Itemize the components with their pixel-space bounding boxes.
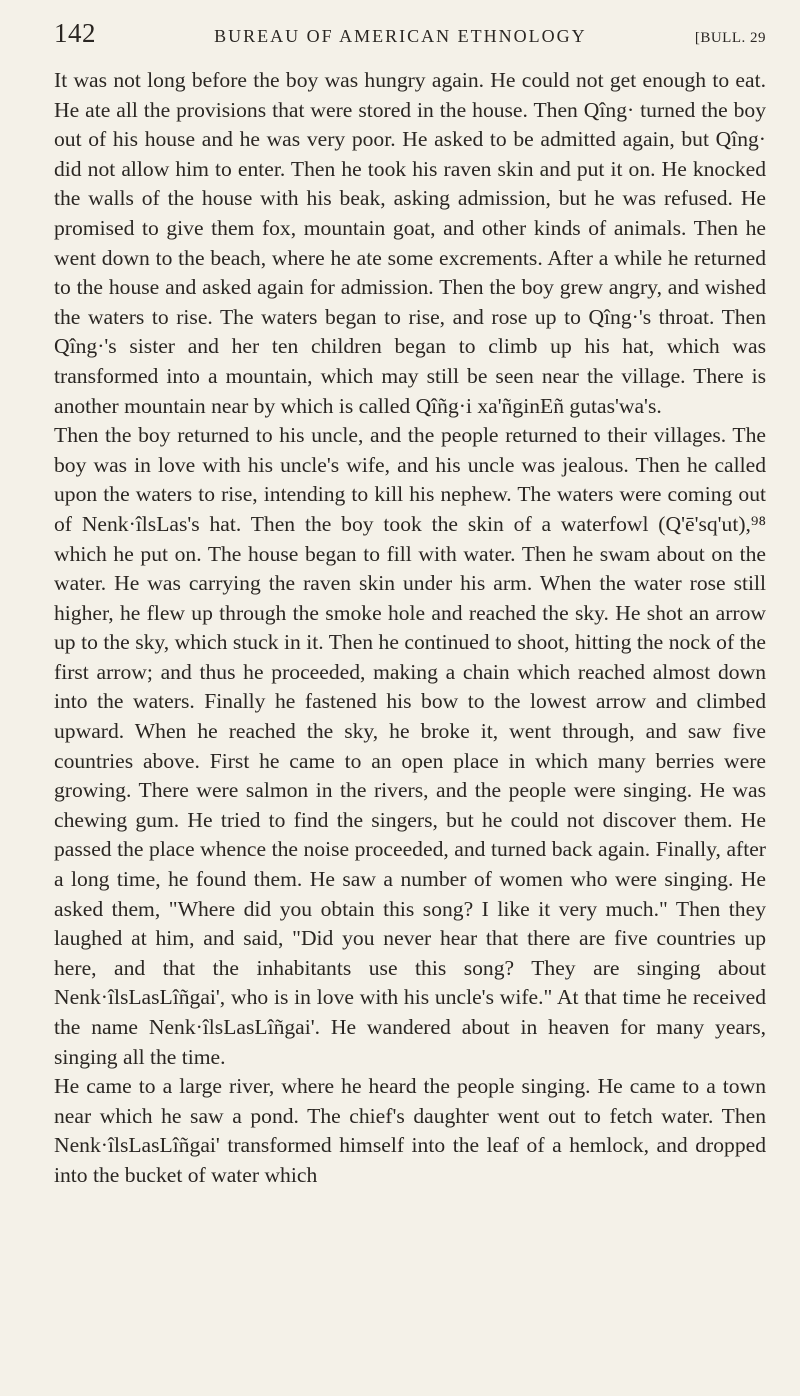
page-number: 142 — [54, 18, 96, 48]
paragraph-3: He came to a large river, where he heard the people singing. He came to a town near which he saw a pond. The chief's daughter went out to fetch water. Then Nenk·îlsLasLîñgai' transformed himself into the leaf of a hemlock, and dropped into the bucket of water which — [54, 1074, 766, 1187]
body-text — [54, 66, 766, 1191]
bulletin-reference: [BULL. 29 — [694, 30, 766, 46]
running-head-title: BUREAU OF AMERICAN ETHNOLOGY — [214, 26, 587, 46]
paragraph-2: Then the boy returned to his uncle, and the people returned to their villages. The boy was in love with his uncle's wife, and his uncle was jealous. Then he called upon the waters to rise, intending to kill his nephew. The waters were coming out of Nenk·îlsLas's hat. Then the boy took the skin of a waterfowl (Q'ē'sq'ut),⁹⁸ which he put on. The house began to fill with water. Then he swam about on the water. He was carrying the raven skin under his arm. When the water rose still higher, he flew up through the smoke hole and reached the sky. He shot an arrow up to the sky, which stuck in it. Then he continued to shoot, hitting the nock of the first arrow; and thus he proceeded, making a chain which reached almost down into the waters. Finally he fastened his bow to the lowest arrow and climbed upward. When he reached the sky, he broke it, went through, and saw five countries above. First he came to an open place in which many berries were growing. There were salmon in the rivers, and the people were singing. He was chewing gum. He tried to find the singers, but he could not discover them. He passed the place whence the noise proceeded, and turned back again. Finally, after a long time, he found them. He saw a number of women who were singing. He asked them, "Where did you obtain this song? I like it very much." Then they laughed at him, and said, "Did you never hear that there are five countries up here, and that the inhabitants use this song? They are singing about Nenk·îlsLasLîñgai', who is in love with his uncle's wife." At that time he received the name Nenk·îlsLasLîñgai'. He wandered about in heaven for many years, singing all the time. — [54, 423, 766, 1069]
paragraph-1: It was not long before the boy was hungry again. He could not get enough to eat. He ate all the provisions that were stored in the house. Then Qîng· turned the boy out of his house and he was very poor. He asked to be admitted again, but Qîng· did not allow him to enter. Then he took his raven skin and put it on. He knocked the walls of the house with his beak, asking admission, but he was refused. He promised to give them fox, mountain goat, and other kinds of animals. Then he went down to the beach, where he ate some excrements. After a while he returned to the house and asked again for admission. Then the boy grew angry, and wished the waters to rise. The waters began to rise, and rose up to Qîng·'s throat. Then Qîng·'s sister and her ten children began to climb up his hat, which was transformed into a mountain, which may still be seen near the village. There is another mountain near by which is called Qîñg·i xa'ñginEñ gutas'wa's. — [54, 68, 766, 418]
running-head — [54, 18, 766, 52]
